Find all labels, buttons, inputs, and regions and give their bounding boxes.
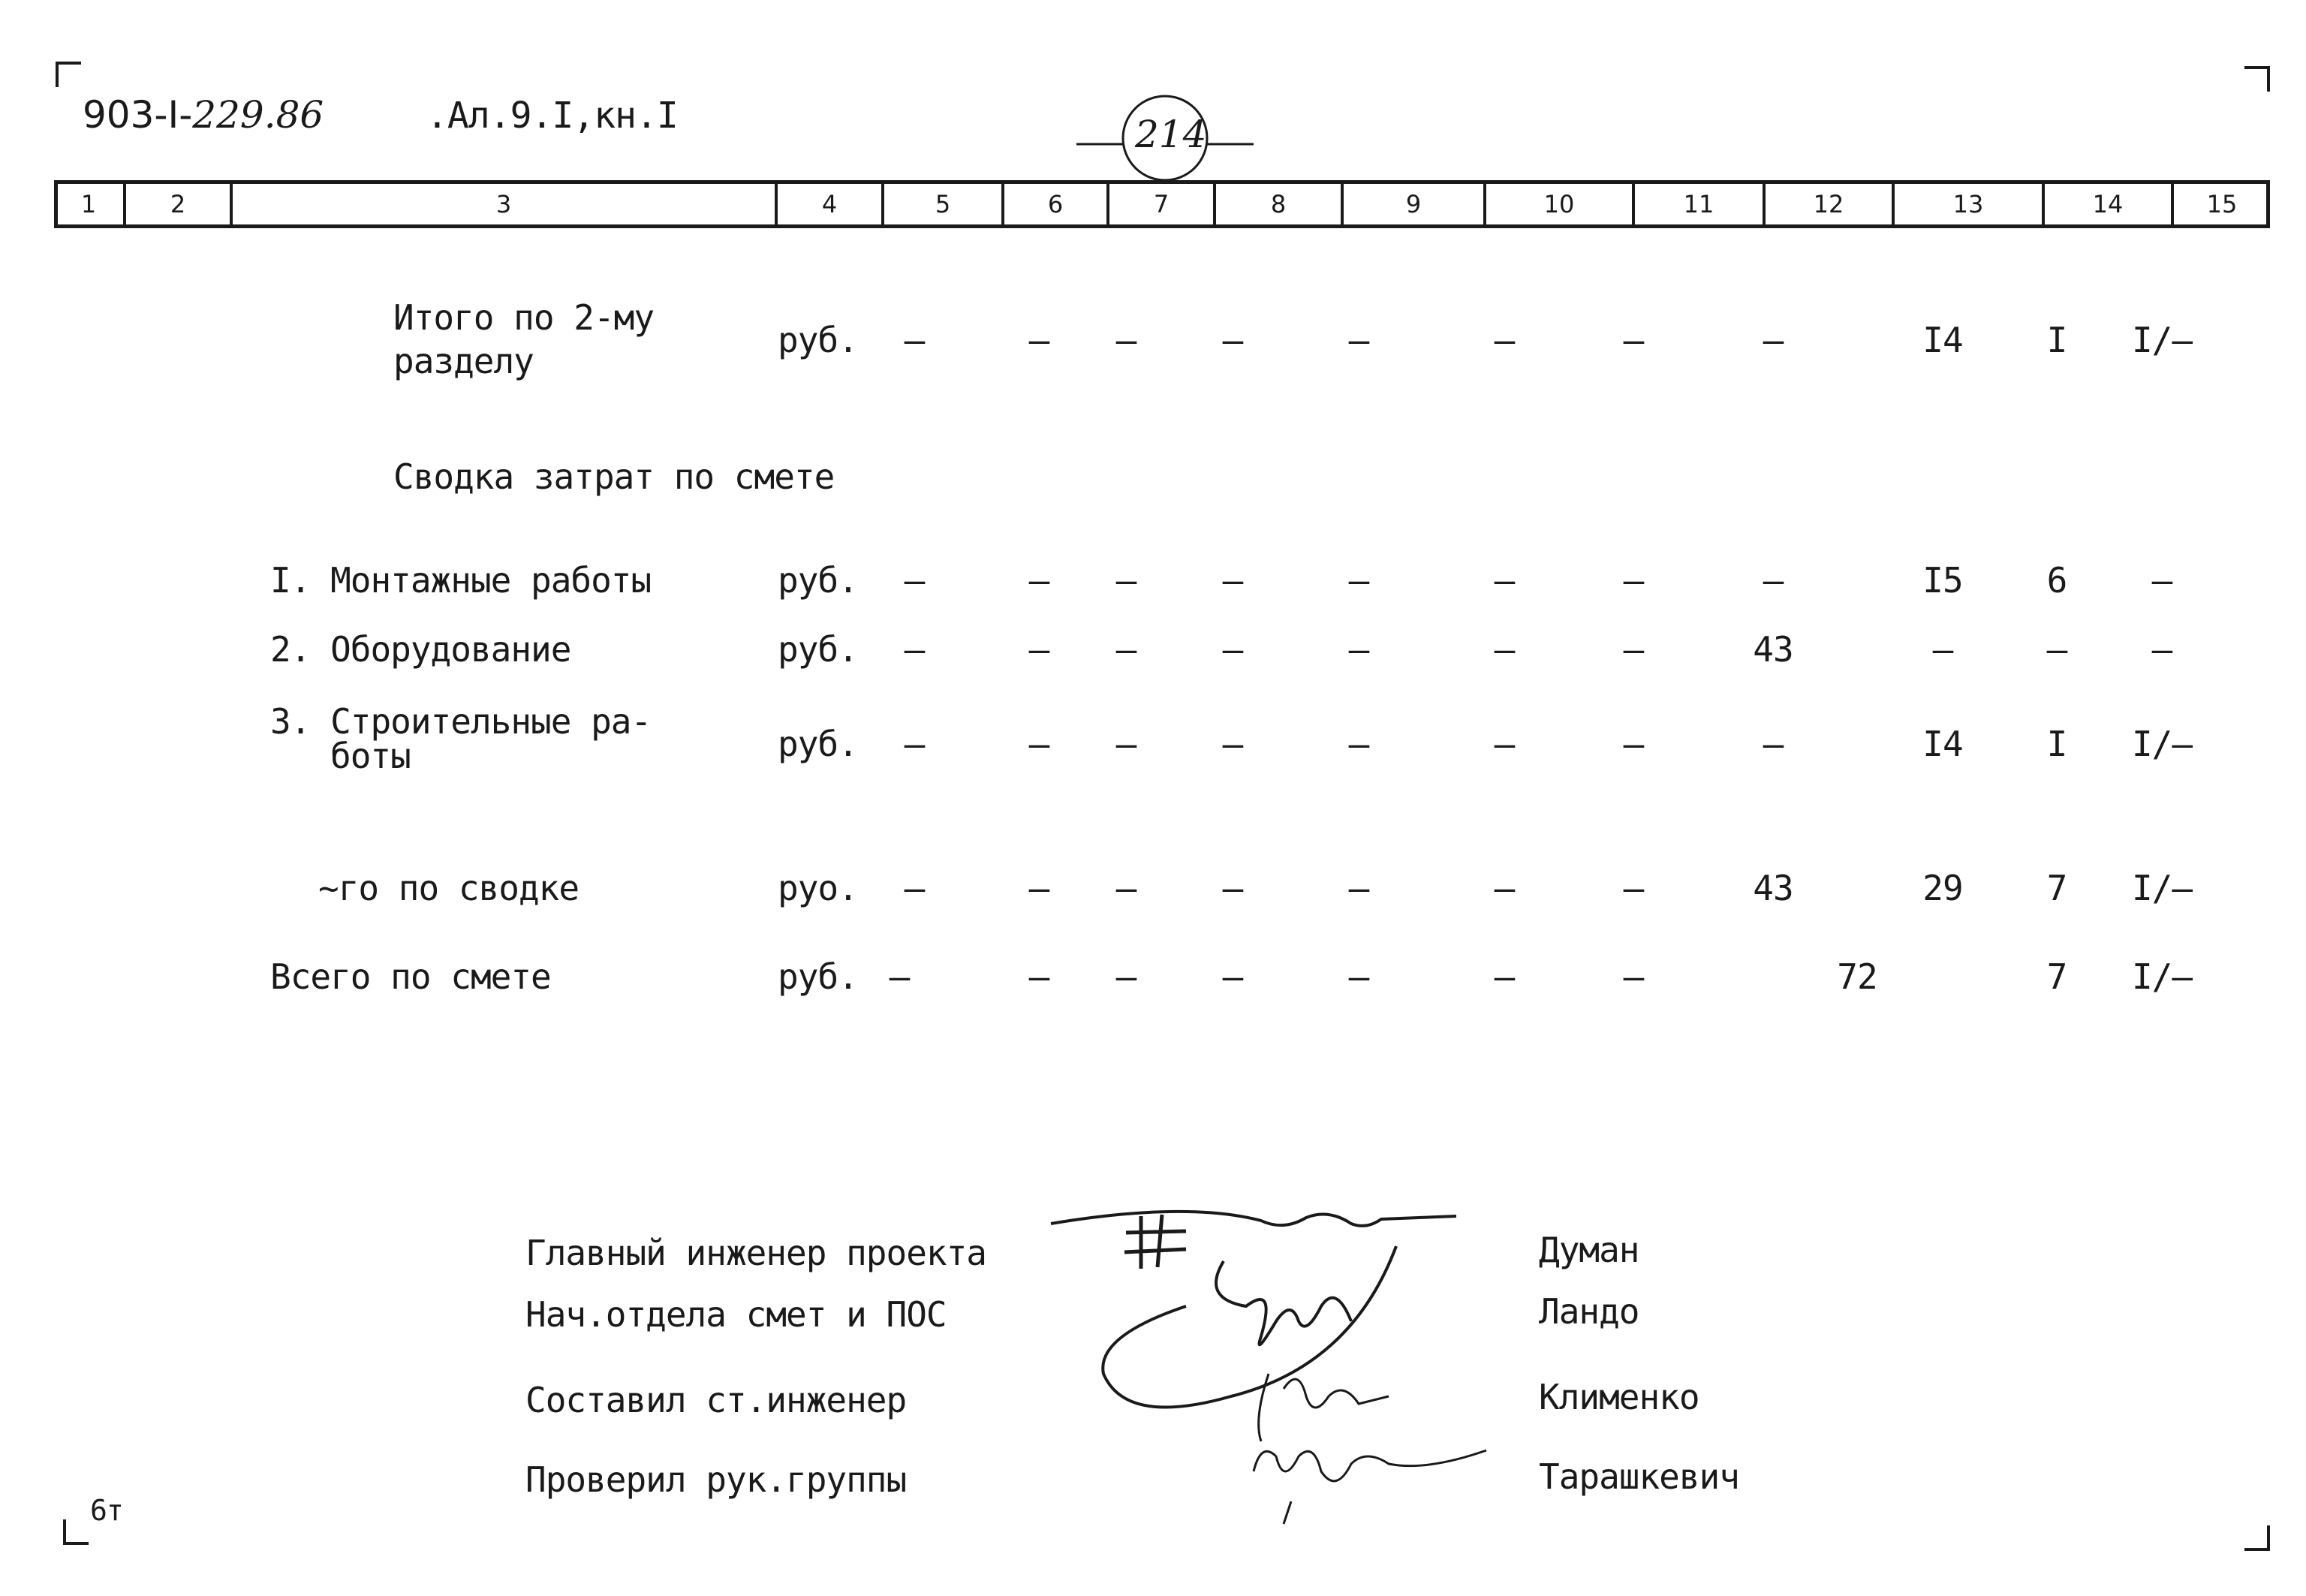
corner-mark-top-left [56, 62, 81, 87]
column-number-3: 3 [230, 184, 775, 224]
row-cell: – [904, 320, 925, 360]
column-number-9: 9 [1341, 184, 1483, 224]
corner-mark-bottom-left [63, 1519, 89, 1545]
signature-role: Главный инженер проекта [525, 1233, 986, 1273]
row-cell: – [904, 560, 925, 601]
row-cell: I4 [1922, 724, 1963, 764]
row-label: I. Монтажные работы [270, 560, 652, 601]
row-unit: руб. [778, 956, 858, 997]
row-unit: руб. [778, 724, 858, 764]
row-cell: – [1115, 868, 1136, 908]
row-cell: – [1763, 560, 1784, 601]
column-number-10: 10 [1483, 184, 1632, 224]
row-cell: – [1222, 956, 1243, 997]
row-cell: – [1348, 629, 1369, 670]
row-cell: – [2151, 629, 2172, 670]
row-cell: – [1494, 560, 1515, 601]
row-cell: – [1348, 320, 1369, 360]
row-cell: – [2151, 560, 2172, 601]
row-cell: – [1623, 956, 1644, 997]
row-label: 2. Оборудование [270, 629, 571, 670]
signature-name: Тарашкевич [1539, 1456, 1739, 1497]
row-cell: – [1222, 560, 1243, 601]
row-cell: – [1028, 868, 1049, 908]
row-cell: – [1623, 560, 1644, 601]
column-number-14: 14 [2042, 184, 2171, 224]
page-number: 214 [1135, 113, 1207, 156]
document-code [83, 93, 324, 137]
row-cell: – [1494, 956, 1515, 997]
signature-role: Проверил рук.группы [525, 1459, 907, 1500]
row-label: Итого по 2-му [393, 297, 655, 338]
row-cell: 6 [2046, 560, 2067, 601]
row-cell: 7 [2046, 868, 2067, 908]
row-unit: руб. [778, 629, 858, 670]
row-cell: I [2046, 724, 2067, 764]
row-label: 3. Строительные ра- [270, 701, 652, 742]
column-number-12: 12 [1763, 184, 1892, 224]
row-cell: – [889, 956, 910, 997]
row-cell: 43 [1753, 629, 1793, 670]
album-reference: .Ал.9.I,кн.I [426, 95, 678, 137]
signature-name: Клименко [1539, 1377, 1699, 1417]
row-unit: руб. [778, 560, 858, 601]
row-cell: – [1623, 868, 1644, 908]
row-cell: 72 [1837, 956, 1877, 997]
row-cell: – [1494, 629, 1515, 670]
row-cell: I [2046, 320, 2067, 360]
footer-mark: 6т [90, 1494, 123, 1527]
column-number-1: 1 [80, 190, 97, 218]
document-code-handwritten: 229.86 [192, 93, 324, 137]
row-cell: – [904, 868, 925, 908]
corner-mark-top-right [2244, 66, 2270, 92]
row-label: разделу [393, 341, 534, 381]
row-cell: 43 [1753, 868, 1793, 908]
column-number-8: 8 [1213, 184, 1341, 224]
row-cell: – [1028, 629, 1049, 670]
row-cell: – [1623, 320, 1644, 360]
column-number-2: 2 [123, 184, 230, 224]
row-cell: – [1115, 320, 1136, 360]
column-number-6: 6 [1001, 184, 1106, 224]
column-number-5: 5 [881, 184, 1001, 224]
row-cell: – [2046, 629, 2067, 670]
row-cell: – [1115, 629, 1136, 670]
row-cell: – [1623, 724, 1644, 764]
row-cell: – [1494, 320, 1515, 360]
column-number-15: 15 [2171, 184, 2270, 224]
row-cell: – [1028, 724, 1049, 764]
row-cell: I/– [2131, 868, 2193, 908]
row-cell: – [1222, 629, 1243, 670]
row-cell: – [1348, 560, 1369, 601]
row-cell: I/– [2131, 724, 2193, 764]
document-code-prefix: 903-I- [83, 93, 193, 137]
row-cell: – [1222, 724, 1243, 764]
column-number-4: 4 [775, 184, 881, 224]
row-cell: – [1494, 868, 1515, 908]
row-cell: – [1348, 868, 1369, 908]
row-cell: – [1932, 629, 1953, 670]
row-cell: – [1348, 956, 1369, 997]
row-cell: I4 [1922, 320, 1963, 360]
row-cell: – [904, 629, 925, 670]
column-number-13: 13 [1892, 184, 2042, 224]
row-cell: I/– [2131, 320, 2193, 360]
signature-role: Составил ст.инженер [525, 1380, 907, 1420]
row-cell: – [1763, 724, 1784, 764]
row-cell: – [1494, 724, 1515, 764]
row-cell: – [1623, 629, 1644, 670]
row-cell: I/– [2131, 956, 2193, 997]
handwritten-signatures [1036, 1171, 1501, 1531]
column-number-ruler [54, 180, 2270, 228]
row-cell: – [904, 724, 925, 764]
row-cell: – [1222, 320, 1243, 360]
row-label: боты [330, 736, 411, 776]
column-number-7: 7 [1106, 184, 1213, 224]
row-cell: – [1028, 320, 1049, 360]
row-cell: – [1028, 560, 1049, 601]
row-cell: – [1763, 320, 1784, 360]
row-cell: – [1115, 560, 1136, 601]
row-cell: – [1222, 868, 1243, 908]
row-cell: – [1028, 956, 1049, 997]
corner-mark-bottom-right [2244, 1525, 2270, 1551]
signature-name: Ландо [1539, 1291, 1639, 1332]
row-label: ~го по сводке [318, 868, 580, 908]
row-cell: – [1348, 724, 1369, 764]
row-cell: I5 [1922, 560, 1963, 601]
row-cell: – [1115, 724, 1136, 764]
column-number-11: 11 [1632, 184, 1763, 224]
row-cell: 29 [1922, 868, 1963, 908]
signature-name: Думан [1539, 1230, 1639, 1270]
row-cell: – [1115, 956, 1136, 997]
signature-role: Нач.отдела смет и ПОС [525, 1294, 947, 1335]
row-unit: руо. [778, 868, 858, 908]
row-unit: руб. [778, 320, 858, 360]
row-label: Всего по смете [270, 956, 551, 997]
row-cell: 7 [2046, 956, 2067, 997]
section-heading: Сводка затрат по смете [393, 456, 835, 497]
